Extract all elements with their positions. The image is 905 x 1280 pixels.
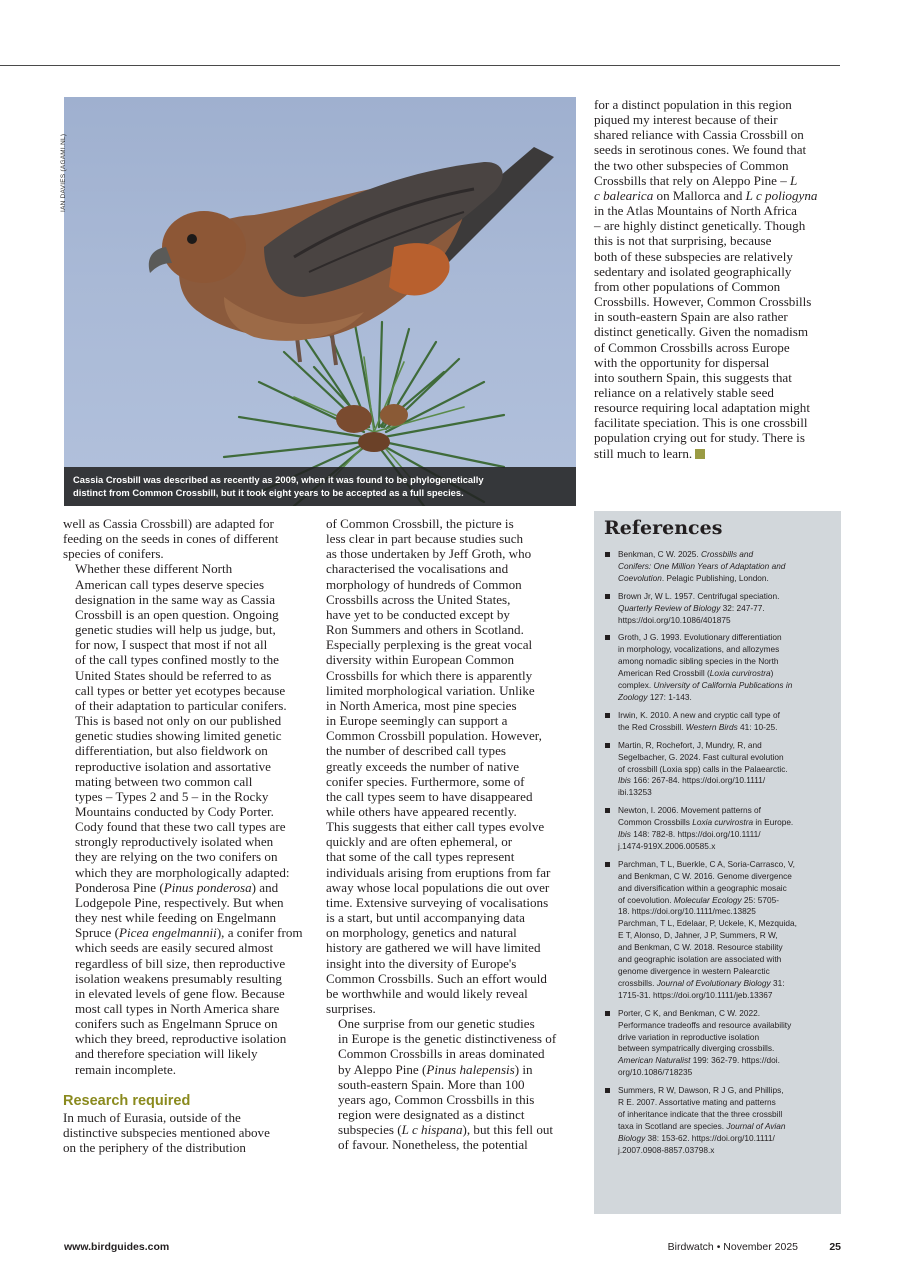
text-line: distinct genetically. Given the nomadism [594,324,809,340]
text-line [594,173,844,188]
text-run: by Aleppo Pine ( [338,1061,427,1077]
reference-item [604,591,833,627]
text-line: Crossbills across the United States, [326,591,511,607]
text-line: the two other subspecies of Common [594,157,789,173]
text-line: of Common Crossbills across Europe [594,339,790,355]
species-name: L c poliogyna [745,187,818,203]
text-line: designation in the same way as Cassia [75,591,275,607]
text-line: history are gathered we will have limited [326,940,541,956]
bird-head [162,211,246,283]
text-line: Especially perplexing is the great vocal [326,637,533,653]
text-line: genetic studies showing limited genetic [75,728,282,744]
text-line: differentiation, but also fieldwork on [75,743,268,759]
text-run: Ponderosa Pine ( [75,879,164,895]
references-title: References [604,517,723,539]
text-line [326,1122,584,1137]
page-number: 25 [829,1241,841,1253]
reference-text [618,1008,833,1079]
bullet-icon [605,1088,610,1093]
reference-line: j.2007.0908-8857.03798.x [618,1144,715,1155]
text-line: which seeds are easily secured almost [75,940,274,956]
text-line: species of conifers. [63,546,164,562]
page-footer [0,1241,905,1257]
text-line: for a distinct population in this region [594,97,792,112]
text-line: reproductive isolation and assortative [75,758,271,774]
reference-line: Martin, R, Rochefort, J, Mundry, R, and [618,739,762,750]
text-line: reliance on a relatively stable seed [594,384,774,400]
reference-line: Biology 38: 153-62. https://doi.org/10.1111/ [618,1132,775,1143]
crossbill-illustration [64,97,576,506]
text-line [594,188,844,203]
text-line: in south-eastern Spain are also rather [594,309,788,325]
text-line: mating between two common call [75,773,253,789]
reference-line: of crossbill (Loxia spp) calls in the Palaearctic. [618,763,788,774]
bullet-icon [605,552,610,557]
text-line: in North America, most pine species [326,697,517,713]
text-line: greatly exceeds the number of native [326,758,520,774]
text-line: be worthwhile and would likely reveal [326,985,528,1001]
reference-line: Parchman, T L, Edelaar, P, Uckele, K, Mezquida, [618,918,797,929]
reference-item [604,1008,833,1079]
species-name: L c hispana [401,1122,463,1138]
text-run: ) and [251,879,279,895]
reference-line: Ibis 148: 782-8. https://doi.org/10.1111/ [618,829,761,840]
text-line: call types or better yet ecotypes because [75,682,286,698]
text-line [63,880,313,895]
text-run: on Mallorca and [653,187,746,203]
text-line: seeds in serotinous cones. We found that [594,142,807,158]
bullet-icon [605,713,610,718]
paragraph [63,561,313,1076]
text-line: they nest while feeding on Engelmann [75,910,277,926]
text-line: This is based not only on our published [75,713,282,729]
text-line [63,925,313,940]
reference-line: Summers, R W, Dawson, R J G, and Phillips, [618,1085,784,1096]
reference-line: in morphology, vocalizations, and allozymes [618,644,780,655]
text-line: of favour. Nonetheless, the potential [338,1137,528,1153]
text-line: conifers such as Engelmann Spruce on [75,1016,278,1032]
text-run: ), but this fell out [462,1122,554,1138]
text-line: morphology of hundreds of Common [326,576,522,592]
references-box [594,511,841,1214]
text-run: still much to learn. [594,445,693,461]
text-line: years ago, Common Crossbills in this [338,1091,535,1107]
text-line: resource requiring local adaptation might [594,400,810,416]
text-line: of Common Crossbill, the picture is [326,516,514,531]
column-3 [594,97,844,461]
column-2 [326,516,584,1153]
text-line: as those undertaken by Jeff Groth, who [326,546,532,562]
reference-line: E T, Alonso, D, Jahner, J P, Summers, R W, [618,930,778,941]
text-line: have yet to be conducted except by [326,606,510,622]
text-line: Common Crossbill population. However, [326,728,542,744]
text-line: population crying out for study. There is [594,430,805,446]
species-name: c balearica [594,187,654,203]
text-block [63,940,313,1076]
paragraph [63,1110,313,1155]
text-line: in Europe is the genetic distinctiveness of [338,1031,557,1047]
reference-line: Common Crossbills Loxia curvirostra in Europe. [618,817,794,828]
reference-text [618,710,833,734]
reference-line: Newton, I. 2006. Movement patterns of [618,805,761,816]
text-line: Crossbill is an open question. Ongoing [75,606,279,622]
website-link[interactable]: www.birdguides.com [64,1241,170,1253]
text-block [326,1016,584,1061]
reference-line: Zoology 127: 1-143. [618,691,692,702]
reference-line: taxa in Scotland are species. Journal of Avian [618,1120,786,1131]
reference-line: j.1474-919X.2006.00585.x [618,840,716,851]
text-line: time. Extensive surveying of vocalisations [326,894,549,910]
text-line: Lodgepole Pine, respectively. But when [75,894,284,910]
text-block [326,1077,584,1122]
reference-line: Quarterly Review of Biology 32: 247-77. [618,602,765,613]
text-line: In much of Eurasia, outside of the [63,1109,241,1125]
text-line: for now, I suspect that most if not all [75,637,268,653]
text-run: Crossbills that rely on Aleppo Pine – [594,172,791,188]
reference-line: and Benkman, C W. 2016. Genome divergence [618,870,792,881]
reference-line: of inheritance indicate that the three crossbill [618,1108,783,1119]
text-line: in the Atlas Mountains of North Africa [594,203,797,219]
text-run: subspecies ( [338,1122,402,1138]
bird-eye [187,234,197,244]
reference-line: American Naturalist 199: 362-79. https://doi. [618,1055,780,1066]
reference-text [618,740,833,800]
reference-line: among nomadic sibling species in the North [618,656,779,667]
text-line: that some of the call types represent [326,849,515,865]
text-line: south-eastern Spain. More than 100 [338,1076,525,1092]
text-run: ) in [514,1061,533,1077]
text-line: of the call types confined mostly to the [75,652,279,668]
text-line: regardless of bill size, then reproductive [75,955,286,971]
column-1 [63,516,313,1155]
reference-line: and diversification within a geographic mosaic [618,882,787,893]
reference-item [604,805,833,853]
text-line: surprises. [326,1001,376,1016]
text-line: they are relying on the two conifers on [75,849,278,865]
end-of-article-mark [695,449,705,459]
bullet-icon [605,862,610,867]
reference-text [618,549,833,585]
pine-cone [336,405,372,433]
text-line: from other populations of Common [594,278,781,294]
text-line: strongly reproductively isolated when [75,834,274,850]
text-line: distinctive subspecies mentioned above [63,1124,270,1140]
reference-item [604,632,833,703]
paragraph [63,516,313,561]
text-line: less clear in part because studies such [326,531,524,547]
text-line: quickly and are often ephemeral, or [326,834,513,850]
text-line: Common Crossbills. Such an effort would [326,970,547,986]
reference-line: crossbills. Journal of Evolutionary Biology 31: [618,977,785,988]
text-line: One surprise from our genetic studies [338,1016,535,1032]
species-name: Picea engelmannii [119,925,217,941]
reference-line: ibi.13253 [618,787,652,798]
text-line: facilitate speciation. This is one crossbill [594,415,808,431]
text-line: Crossbills. However, Common Crossbills [594,294,812,310]
reference-line: Irwin, K. 2010. A new and cryptic call type of [618,709,780,720]
reference-item [604,549,833,585]
reference-line: Groth, J G. 1993. Evolutionary differentiation [618,632,782,643]
reference-line: genome divergence in western Palearctic [618,966,770,976]
bullet-icon [605,1011,610,1016]
text-line: which they are morphologically adapted: [75,864,290,880]
text-line: the call types seem to have disappeared [326,788,533,804]
crossbill-photo [64,97,576,506]
reference-line: Ibis 166: 267-84. https://doi.org/10.1111/ [618,775,766,786]
reference-text [618,1085,833,1156]
reference-line: https://doi.org/10.1086/401875 [618,614,731,625]
text-block [63,561,313,879]
reference-item [604,740,833,800]
text-line: sedentary and isolated geographically [594,263,792,279]
text-line: of their adaptation to particular conifers. [75,697,287,713]
text-block [594,203,844,446]
reference-line: Benkman, C W. 2025. Crossbills and [618,549,754,559]
reference-line: and Benkman, C W. 2018. Resource stability [618,942,783,953]
photo-caption [64,467,576,506]
text-run: Spruce ( [75,925,119,941]
reference-text [618,859,833,1002]
text-line: into southern Spain, this suggests that [594,369,792,385]
text-line: Ron Summers and others in Scotland. [326,622,524,638]
reference-line: 1715-31. https://doi.org/10.1111/jeb.13367 [618,989,773,1000]
paragraph [326,516,584,1016]
text-line: and therefore speciation will likely [75,1046,258,1062]
caption-line: distinct from Common Crossbill, but it took eight years to be accepted as a full species. [73,486,464,498]
text-line: limited morphological variation. Unlike [326,682,535,698]
paragraph [594,97,844,461]
reference-line: the Red Crossbill. Western Birds 41: 10-25. [618,721,778,732]
reference-line: Brown Jr, W L. 1957. Centrifugal speciation. [618,590,780,601]
reference-line: Conifers: One Million Years of Adaptation and [618,560,786,571]
text-line: is a start, but until accompanying data [326,910,525,926]
reference-line: of coevolution. Molecular Ecology 25: 5705- [618,894,779,905]
text-line: This suggests that either call types evolve [326,819,545,835]
reference-line: American Red Crossbill (Loxia curvirostra) [618,668,774,679]
text-line: shared reliance with Cassia Crossbill on [594,127,804,143]
text-line [326,1062,584,1077]
bullet-icon [605,635,610,640]
text-line: Whether these different North [75,561,233,577]
text-line: insight into the diversity of Europe's [326,955,517,971]
text-line: Cody found that these two call types are [75,819,286,835]
text-line: most call types in North America share [75,1001,280,1016]
text-line: United States should be referred to as [75,667,272,683]
reference-line: org/10.1086/718235 [618,1067,693,1078]
species-name: L [790,172,798,188]
text-line: on the periphery of the distribution [63,1140,246,1156]
reference-line: between sympatrically diverging crossbills. [618,1043,775,1054]
text-line: American call types deserve species [75,576,265,592]
text-line: this is not that surprising, because [594,233,772,249]
reference-line: Performance tradeoffs and resource availability [618,1019,792,1030]
photo-credit: IAN DAVIES (AGAMI.NL) [60,133,67,212]
reference-line: Parchman, T L, Buerkle, C A, Soria-Carrasco, V, [618,858,795,869]
text-line: conifer species. Furthermore, some of [326,773,525,789]
text-line: genetic studies will help us judge, but, [75,622,276,638]
text-line: Mountains conducted by Cody Porter. [75,803,274,819]
text-line: which they breed, reproductive isolation [75,1031,287,1047]
text-line: in Europe seemingly can support a [326,713,508,729]
top-rule [0,65,840,66]
reference-line: R E. 2007. Assortative mating and patterns [618,1097,776,1108]
paragraph [326,1016,584,1152]
text-line: Common Crossbills in areas dominated [338,1046,545,1062]
bullet-icon [605,743,610,748]
bullet-icon [605,594,610,599]
reference-line: Porter, C K, and Benkman, C W. 2022. [618,1007,761,1018]
text-line: isolation weakens presumably resulting [75,970,282,986]
text-line: – are highly distinct genetically. Though [594,218,806,234]
text-line: with the opportunity for dispersal [594,354,770,370]
text-line: well as Cassia Crossbill) are adapted for [63,516,274,531]
text-line [594,446,844,461]
text-line: on morphology, genetics and natural [326,925,517,941]
text-line: Crossbills for which there is apparently [326,667,533,683]
section-heading: Research required [63,1092,191,1109]
reference-item [604,710,833,734]
bullet-icon [605,808,610,813]
reference-line: 18. https://doi.org/10.1111/mec.13825 [618,906,756,917]
reference-text [618,632,833,703]
caption-line: Cassia Crosbill was described as recently as 2009, when it was found to be phylogenetically [73,474,484,485]
text-line: away whose local populations die out over [326,879,550,895]
reference-item [604,859,833,1002]
reference-line: complex. University of California Publications in [618,680,793,691]
reference-item [604,1085,833,1156]
text-line: both of these subspecies are relatively [594,248,793,264]
reference-text [618,591,833,627]
species-name: Pinus halepensis [426,1061,515,1077]
text-line: region were designated as a distinct [338,1107,525,1123]
reference-line: Coevolution. Pelagic Publishing, London. [618,572,769,583]
text-line: characterised the vocalisations and [326,561,509,577]
magazine-issue: Birdwatch • November 2025 [667,1241,798,1253]
reference-line: and geographic isolation are associated with [618,954,782,965]
text-line: types – Types 2 and 5 – in the Rocky [75,788,269,804]
text-run: ), a conifer from [216,925,303,941]
text-line: in elevated levels of gene flow. Because [75,985,285,1001]
text-line: individuals arising from eruptions from far [326,864,551,880]
reference-text [618,805,833,853]
text-line: while others have appeared recently. [326,803,517,819]
reference-line: drive variation in reproductive isolation [618,1031,760,1042]
reference-line: Segelbacher, G. 2024. Fast cultural evolution [618,751,784,762]
text-line: piqued my interest because of their [594,112,778,128]
species-name: Pinus ponderosa [163,879,252,895]
text-block [594,97,844,173]
text-line: the number of described call types [326,743,506,759]
text-line: remain incomplete. [75,1061,177,1077]
text-line: diversity within European Common [326,652,515,668]
text-line: feeding on the seeds in cones of different [63,531,279,547]
